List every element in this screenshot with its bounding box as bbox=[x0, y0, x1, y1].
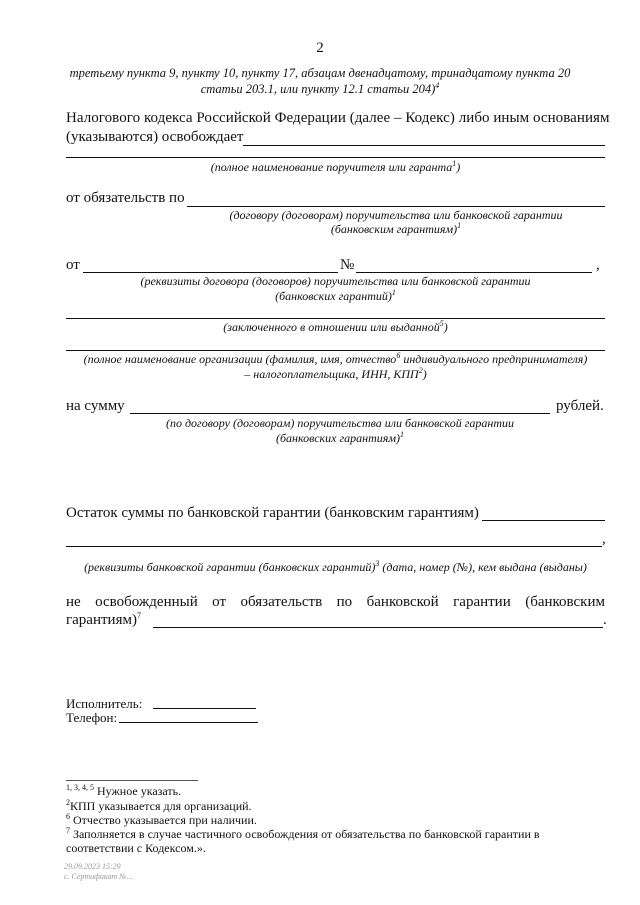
executor-field[interactable] bbox=[153, 708, 256, 709]
obligations-field[interactable] bbox=[187, 206, 605, 207]
footnote-1-sup: 1, 3, 4, 5 bbox=[66, 783, 94, 792]
footnote-4 bbox=[66, 827, 540, 842]
remainder-hint-b: (дата, номер (№), кем выдана (выданы) bbox=[382, 560, 587, 574]
executor-label: Исполнитель: bbox=[66, 696, 143, 711]
organization-hint-1a: (полное наименование организации (фамилия, имя, отчество bbox=[83, 352, 397, 366]
phone-label: Телефон: bbox=[66, 710, 118, 725]
footnote-3-sup: 6 bbox=[66, 812, 70, 821]
organization-field[interactable] bbox=[66, 350, 605, 351]
from-hint-2-text: (банковских гарантий) bbox=[275, 289, 392, 303]
footnote-5-text: соответствии с Кодексом.». bbox=[66, 841, 206, 855]
guarantor-field-line-2[interactable] bbox=[66, 157, 605, 158]
organization-hint-1b: индивидуального предпринимателя) bbox=[403, 352, 588, 366]
amount-hint-2 bbox=[130, 431, 550, 446]
concluded-hint bbox=[66, 320, 605, 335]
from-date-field[interactable] bbox=[83, 272, 338, 273]
remainder-label: Остаток суммы по банковской гарантии (банковским гарантиям) bbox=[66, 505, 479, 521]
remainder-field-1[interactable] bbox=[482, 520, 605, 521]
remainder-hint-sup: 3 bbox=[375, 559, 380, 568]
remainder-comma: , bbox=[602, 531, 606, 547]
organization-hint-2-close: ) bbox=[422, 367, 427, 381]
number-label: № bbox=[340, 257, 355, 273]
from-hint-2 bbox=[66, 289, 605, 304]
header-line-2 bbox=[0, 82, 640, 97]
header-line-1: третьему пункта 9, пункту 10, пункту 17, абзацам двенадцатому, тринадцатому пункта 20 bbox=[69, 66, 571, 80]
remainder-hint-a: (реквизиты банковской гарантии (банковских гарантий) bbox=[84, 560, 376, 574]
stamp-line-1: 29.09.2023 15:29 bbox=[64, 862, 121, 871]
amount-hint-2-text: (банковских гарантиям) bbox=[276, 431, 400, 445]
footnote-4-sup: 7 bbox=[66, 826, 70, 835]
footnote-3 bbox=[66, 813, 257, 828]
footnote-1-text: Нужное указать. bbox=[97, 784, 182, 798]
concluded-hint-text: (заключенного в отношении или выданной bbox=[223, 320, 440, 334]
organization-hint-1-sup: 6 bbox=[396, 351, 401, 360]
amount-unit: рублей. bbox=[556, 398, 604, 414]
organization-hint-2a: – налогоплательщика, ИНН, КПП bbox=[244, 367, 419, 381]
footnote-2-sup: 2 bbox=[66, 798, 70, 807]
obligations-label: от обязательств по bbox=[66, 190, 185, 206]
not-released-line-2-text: гарантиям) bbox=[66, 612, 137, 628]
organization-hint-2-sup: 2 bbox=[418, 366, 423, 375]
organization-hint-2 bbox=[66, 367, 605, 382]
concluded-hint-close: ) bbox=[443, 320, 448, 334]
remainder-hint bbox=[66, 560, 605, 575]
amount-field[interactable] bbox=[130, 413, 550, 414]
amount-hint-sup: 1 bbox=[400, 430, 404, 439]
from-number-field[interactable] bbox=[356, 272, 592, 273]
hint-guarantor-text: (полное наименование поручителя или гаранта bbox=[210, 160, 453, 174]
stamp-line-2: с. Сертификат №... bbox=[64, 872, 133, 881]
footnote-5 bbox=[66, 841, 206, 856]
from-hint-1: (реквизиты договора (договоров) поручительства или банковской гарантии bbox=[140, 274, 531, 288]
header-line-2-sup: 4 bbox=[435, 80, 440, 90]
obligations-hint-sup: 1 bbox=[457, 221, 462, 230]
footnote-4-text: Заполняется в случае частичного освобождения от обязательства по банковской гарантии в bbox=[73, 827, 540, 841]
hint-guarantor bbox=[66, 160, 605, 175]
para1-line-2: (указываются) освобождает bbox=[66, 129, 244, 145]
hint-guarantor-close: ) bbox=[456, 160, 461, 174]
page-number: 2 bbox=[316, 40, 324, 56]
amount-label: на сумму bbox=[66, 398, 125, 414]
obligations-hint-2-text: (банковским гарантиям) bbox=[330, 222, 458, 236]
not-released-line-1: не освобожденный от обязательств по банковской гарантии (банковским bbox=[66, 594, 605, 610]
footnote-separator bbox=[66, 780, 198, 781]
obligations-hint-2 bbox=[187, 222, 605, 237]
from-label: от bbox=[66, 257, 80, 273]
header-line-2-text: статьи 203.1, или пункту 12.1 статьи 204) bbox=[200, 82, 436, 96]
organization-hint-1 bbox=[66, 352, 605, 367]
amount-hint-1: (по договору (договорам) поручительства или банковской гарантии bbox=[165, 416, 515, 430]
footnote-1 bbox=[66, 784, 181, 799]
footnote-2-text: КПП указывается для организаций. bbox=[70, 799, 252, 813]
para1-line-1: Налогового кодекса Российской Федерации (далее – Кодекс) либо иным основаниям bbox=[66, 110, 610, 126]
not-released-end: . bbox=[603, 612, 607, 628]
not-released-field[interactable] bbox=[153, 627, 603, 628]
hint-guarantor-sup: 1 bbox=[452, 159, 457, 168]
obligations-hint-1: (договору (договорам) поручительства или банковской гарантии bbox=[229, 208, 563, 222]
from-hint-sup: 1 bbox=[391, 288, 396, 297]
concluded-hint-sup: 5 bbox=[439, 319, 444, 328]
not-released-sup: 7 bbox=[136, 611, 141, 620]
footnote-3-text: Отчество указывается при наличии. bbox=[73, 813, 257, 827]
phone-field[interactable] bbox=[119, 722, 258, 723]
from-comma: , bbox=[596, 257, 600, 273]
concluded-field[interactable] bbox=[66, 318, 605, 319]
remainder-field-2[interactable] bbox=[66, 546, 602, 547]
not-released-line-2 bbox=[66, 612, 141, 629]
guarantor-field-line-1[interactable] bbox=[243, 145, 605, 146]
footnote-2 bbox=[66, 799, 252, 814]
